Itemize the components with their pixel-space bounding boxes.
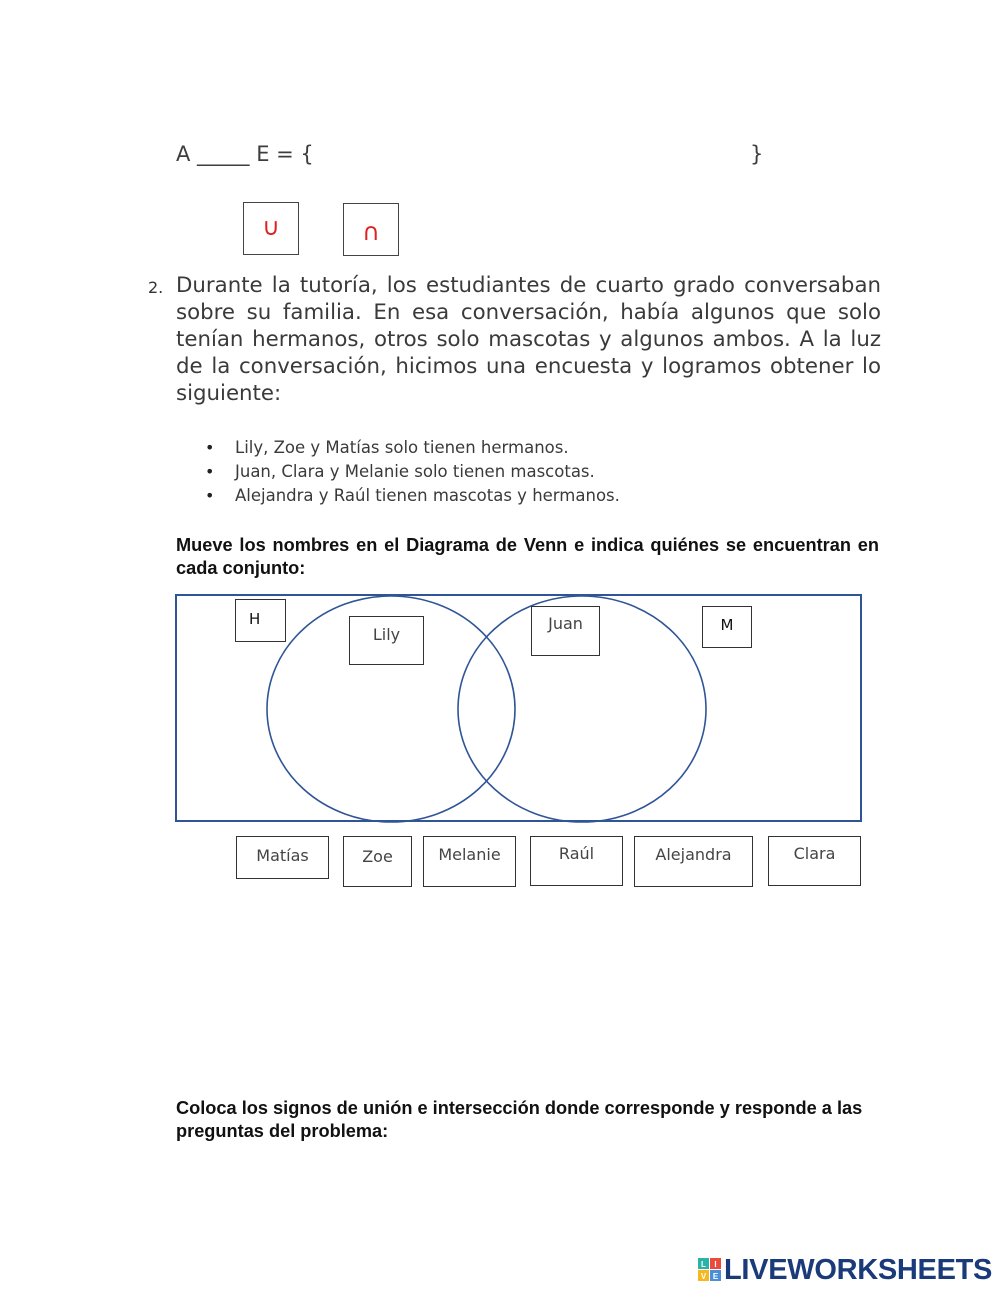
name-card-alejandra[interactable]: Alejandra	[634, 836, 753, 887]
set-label-h: H	[235, 599, 286, 642]
name-card-zoe[interactable]: Zoe	[343, 836, 412, 887]
question-number: 2.	[148, 278, 164, 297]
name-card-juan[interactable]: Juan	[531, 606, 600, 656]
name-card-melanie[interactable]: Melanie	[423, 836, 516, 887]
closing-brace: }	[750, 142, 764, 166]
set-equation: A _____ E = {	[176, 142, 314, 166]
liveworksheets-logo	[698, 1253, 992, 1287]
name-card-clara[interactable]: Clara	[768, 836, 861, 886]
intersection-symbol: ∩	[362, 218, 380, 246]
signs-instruction: Coloca los signos de unión e intersección donde corresponde y responde a las preguntas del problema:	[176, 1098, 863, 1141]
svg-text:E: E	[712, 1272, 719, 1281]
svg-text:V: V	[700, 1272, 707, 1281]
union-symbol-box[interactable]	[243, 202, 299, 255]
facts-list	[205, 436, 620, 508]
svg-text:L: L	[701, 1260, 706, 1269]
intersection-symbol-box[interactable]	[343, 203, 399, 256]
name-card-raul[interactable]: Raúl	[530, 836, 623, 886]
venn-instruction: Mueve los nombres en el Diagrama de Venn e indica quiénes se encuentran en cada conjunto:	[176, 535, 879, 578]
list-item: • Alejandra y Raúl tienen mascotas y hermanos.	[205, 484, 620, 508]
name-card-matias[interactable]: Matías	[236, 836, 329, 879]
set-label-m: M	[702, 606, 752, 648]
logo-icon	[698, 1258, 722, 1282]
name-card-lily[interactable]: Lily	[349, 616, 424, 665]
logo-text: LIVEWORKSHEETS	[724, 1253, 993, 1286]
list-item: • Juan, Clara y Melanie solo tienen mascotas.	[205, 460, 620, 484]
list-item: • Lily, Zoe y Matías solo tienen hermanos.	[205, 436, 620, 460]
svg-text:I: I	[714, 1260, 717, 1269]
question-text: Durante la tutoría, los estudiantes de cuarto grado conversaban sobre su familia. En esa conversación, había algunos que solo tenían hermanos, otros solo mascotas y algunos ambos. A la luz de la conversación, hicimos una encuesta y logramos obtener lo siguiente:	[176, 273, 881, 406]
union-symbol: ∪	[262, 213, 280, 241]
